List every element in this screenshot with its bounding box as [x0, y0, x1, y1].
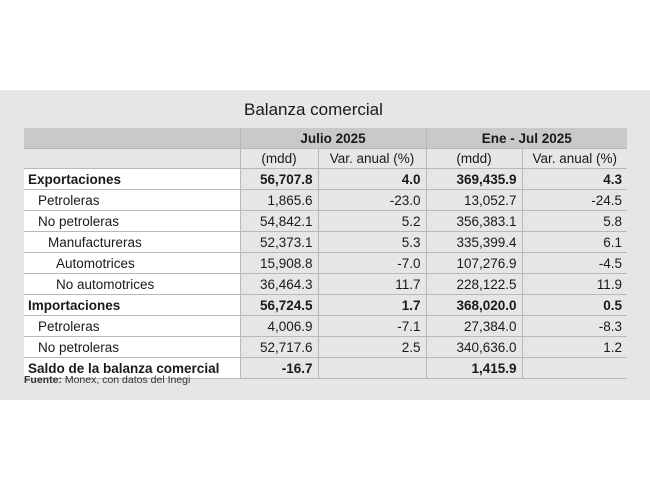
table-row: [24, 274, 627, 295]
table-row: [24, 190, 627, 211]
header-blank: [24, 128, 240, 149]
row-label: Manufactureras: [24, 232, 240, 253]
row-value-july: 52,717.6: [240, 337, 318, 358]
units-header-row: [24, 149, 627, 169]
row-var-july: [318, 358, 426, 379]
row-label: No automotrices: [24, 274, 240, 295]
row-var-ytd: -4.5: [522, 253, 627, 274]
row-value-ytd: 1,415.9: [426, 358, 522, 379]
row-value-july: 54,842.1: [240, 211, 318, 232]
row-label: Exportaciones: [24, 169, 240, 190]
period-header-row: [24, 128, 627, 149]
row-var-july: 1.7: [318, 295, 426, 316]
row-var-july: 4.0: [318, 169, 426, 190]
row-value-july: 1,865.6: [240, 190, 318, 211]
table-row: [24, 169, 627, 190]
row-value-ytd: 13,052.7: [426, 190, 522, 211]
row-value-july: 36,464.3: [240, 274, 318, 295]
row-label: Petroleras: [24, 190, 240, 211]
row-value-july: 15,908.8: [240, 253, 318, 274]
unit-var-1: Var. anual (%): [318, 149, 426, 169]
row-var-ytd: 6.1: [522, 232, 627, 253]
row-label: Automotrices: [24, 253, 240, 274]
unit-mdd-1: (mdd): [240, 149, 318, 169]
table-row: [24, 232, 627, 253]
source-text: Monex, con datos del Inegi: [61, 374, 191, 386]
row-label: Saldo de la balanza comercial: [24, 358, 240, 379]
row-var-ytd: 4.3: [522, 169, 627, 190]
row-value-ytd: 368,020.0: [426, 295, 522, 316]
table-row: [24, 295, 627, 316]
row-value-july: -16.7: [240, 358, 318, 379]
row-label: No petroleras: [24, 337, 240, 358]
table-row: [24, 337, 627, 358]
row-var-july: 11.7: [318, 274, 426, 295]
header-period-ytd: Ene - Jul 2025: [426, 128, 627, 149]
row-var-ytd: 0.5: [522, 295, 627, 316]
row-value-july: 52,373.1: [240, 232, 318, 253]
source-prefix: Fuente:: [24, 374, 62, 386]
row-var-ytd: 5.8: [522, 211, 627, 232]
row-var-july: 5.3: [318, 232, 426, 253]
row-value-ytd: 335,399.4: [426, 232, 522, 253]
header-period-july: Julio 2025: [240, 128, 426, 149]
table-row: [24, 316, 627, 337]
row-var-july: -23.0: [318, 190, 426, 211]
row-value-ytd: 107,276.9: [426, 253, 522, 274]
row-var-july: -7.1: [318, 316, 426, 337]
table-title: Balanza comercial: [244, 100, 383, 119]
table-row: [24, 211, 627, 232]
unit-var-2: Var. anual (%): [522, 149, 627, 169]
row-label: Petroleras: [24, 316, 240, 337]
row-var-ytd: -8.3: [522, 316, 627, 337]
row-value-ytd: 369,435.9: [426, 169, 522, 190]
row-var-july: -7.0: [318, 253, 426, 274]
row-var-ytd: [522, 358, 627, 379]
row-value-ytd: 228,122.5: [426, 274, 522, 295]
row-value-july: 56,724.5: [240, 295, 318, 316]
row-var-ytd: 11.9: [522, 274, 627, 295]
row-var-july: 5.2: [318, 211, 426, 232]
table-row: [24, 253, 627, 274]
units-blank: [24, 149, 240, 169]
row-label: Importaciones: [24, 295, 240, 316]
row-label: No petroleras: [24, 211, 240, 232]
row-value-ytd: 356,383.1: [426, 211, 522, 232]
unit-mdd-2: (mdd): [426, 149, 522, 169]
row-value-july: 4,006.9: [240, 316, 318, 337]
row-var-ytd: -24.5: [522, 190, 627, 211]
row-value-ytd: 27,384.0: [426, 316, 522, 337]
source-note: [24, 374, 190, 386]
trade-balance-table: [24, 128, 627, 379]
row-var-july: 2.5: [318, 337, 426, 358]
row-var-ytd: 1.2: [522, 337, 627, 358]
row-value-ytd: 340,636.0: [426, 337, 522, 358]
row-value-july: 56,707.8: [240, 169, 318, 190]
